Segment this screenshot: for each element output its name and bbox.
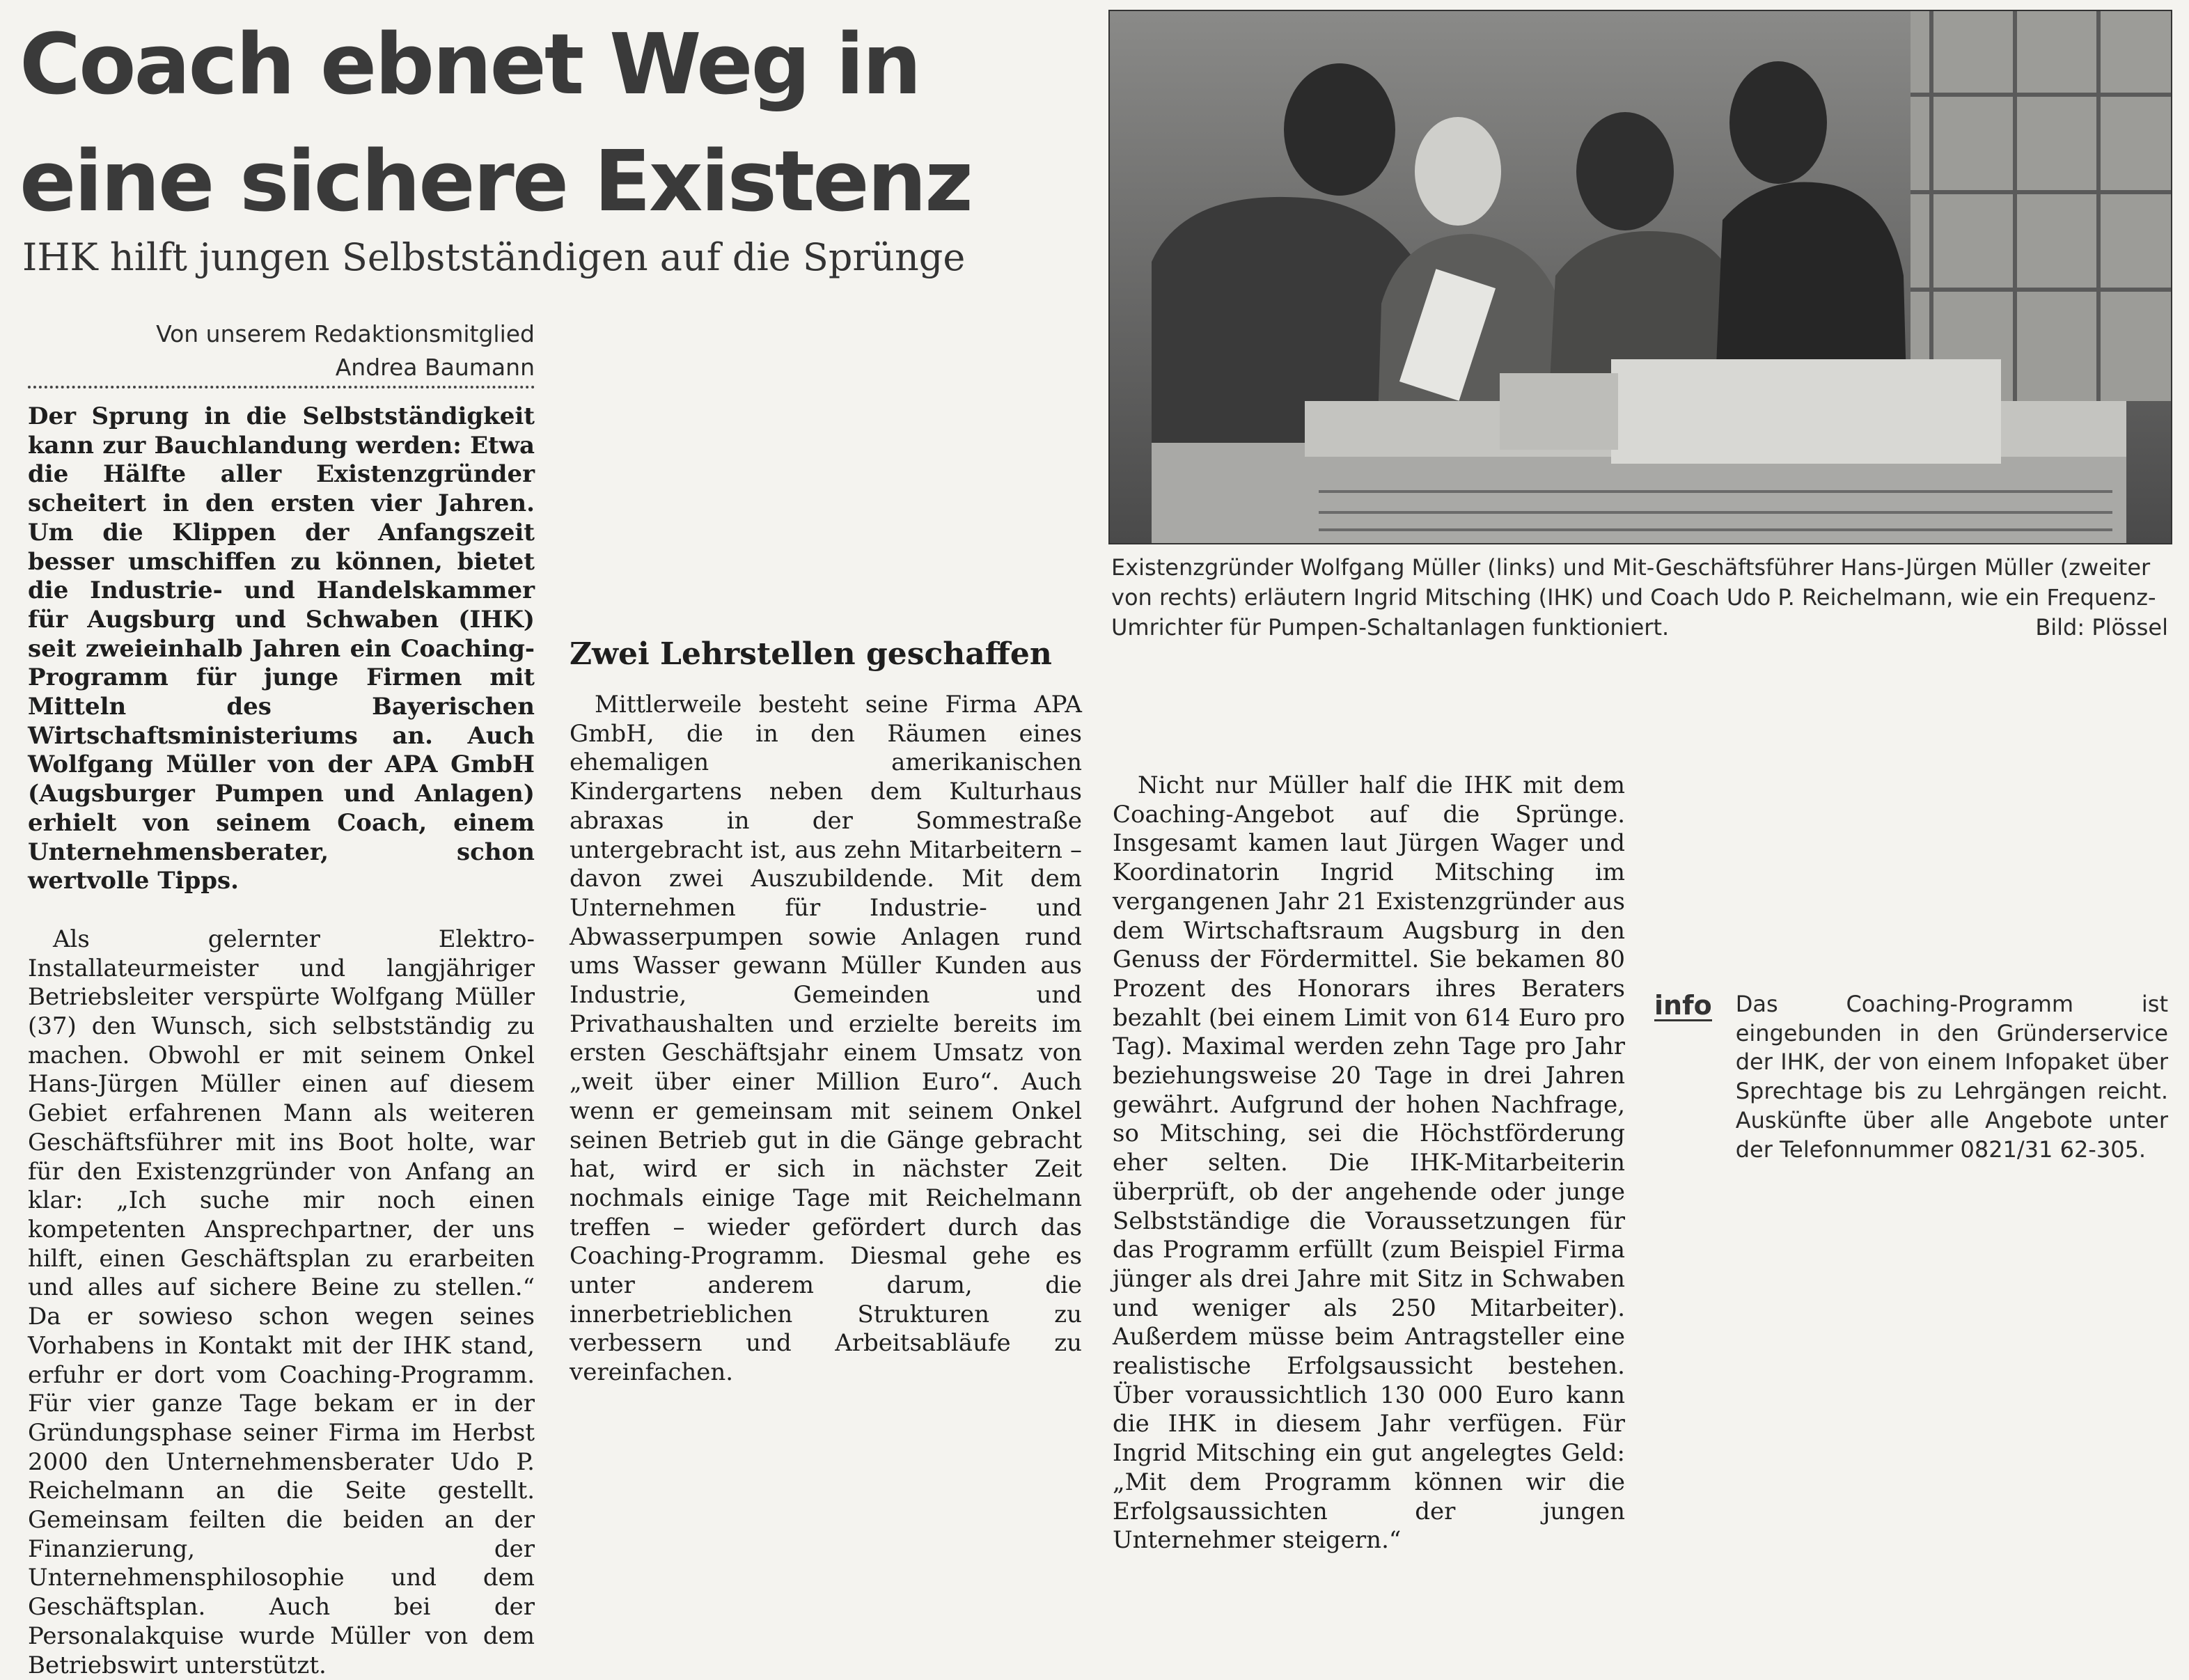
subheadline: IHK hilft jungen Selbstständigen auf die Sprünge xyxy=(22,235,966,279)
body-paragraph-2: Mittlerweile besteht seine Firma APA GmbH, die in den Räumen eines ehemaligen amerikanischen Kindergartens neben dem Kulturhaus abraxas in der Sommestraße untergebracht ist, aus zehn Mitarbeitern – davon zwei Auszubildende. Mit dem Unternehmen für Industrie- und Abwasserpumpen sowie Anlagen rund ums Wasser gewann Müller Kunden aus Industrie, Gemeinden und Privathaushalten und erzielte bereits im ersten Geschäftsjahr einem Umsatz von „weit über einer Million Euro“. Auch wenn er gemeinsam mit seinem Onkel seinen Betrieb gut in die Gänge gebracht hat, wird er sich in nächster Zeit nochmals einige Tage mit Reichelmann treffen – wieder gefördert durch das Coaching-Programm. Diesmal gehe es unter anderem darum, die innerbetrieblichen Strukturen zu verbessern und Arbeitsabläufe zu vereinfachen. xyxy=(570,691,1082,1387)
caption-text: Existenzgründer Wolfgang Müller (links) und Mit-Geschäftsführer Hans-Jürgen Müller (zweiter von rechts) erläutern Ingrid Mitsching (IHK) und Coach Udo P. Reichelmann, wie ein Frequenz-Umrichter für Pumpen-Schaltanlagen funktioniert. xyxy=(1111,554,2156,641)
crosshead: Zwei Lehrstellen geschaffen xyxy=(570,636,1052,672)
article-column-3 xyxy=(1113,771,1625,1555)
info-text: Das Coaching-Programm ist eingebunden in den Gründerservice der IHK, der von einem Infopaket über Sprechtage bis zu Lehrgängen reicht. Auskünfte über alle Angebote unter der Telefonnummer 0821/31 62-305. xyxy=(1735,991,2168,1163)
byline xyxy=(28,317,535,384)
info-label: info xyxy=(1654,990,1712,1021)
lead-paragraph: Der Sprung in die Selbstständigkeit kann zur Bauchlandung werden: Etwa die Hälfte aller Existenzgründer scheitert in den ersten vier Jahren. Um die Klippen der Anfangszeit besser umschiffen zu können, bietet die Industrie- und Handelskammer für Augsburg und Schwaben (IHK) seit zweieinhalb Jahren ein Coaching-Programm für junge Firmen mit Mitteln des Bayerischen Wirtschaftsministeriums an. Auch Wolfgang Müller von der APA GmbH (Augsburger Pumpen und Anlagen) erhielt von seinem Coach, einem Unternehmensberater, schon wertvolle Tipps. xyxy=(28,402,535,895)
author-name: Andrea Baumann xyxy=(335,354,535,381)
article-column-2 xyxy=(570,636,1082,1388)
byline-label: Von unserem Redaktionsmitglied xyxy=(156,320,535,347)
info-box xyxy=(1654,990,2168,1164)
body-paragraph-3: Nicht nur Müller half die IHK mit dem Coaching-Angebot auf die Sprünge. Insgesamt kamen laut Jürgen Wager und Koordinatorin Ingrid Mitsching im vergangenen Jahr 21 Existenzgründer aus dem Wirtschaftsraum Augsburg in den Genuss der Fördermittel. Sie bekamen 80 Prozent des Honorars ihres Beraters bezahlt (bei einem Limit von 614 Euro pro Tag). Maximal werden zehn Tage pro Jahr beziehungsweise 20 Tage in drei Jahren gewährt. Aufgrund der hohen Nachfrage, so Mitsching, sei die Höchstförderung eher selten. Die IHK-Mitarbeiterin überprüft, ob der angehende oder junge Selbstständige die Voraussetzungen für das Programm erfüllt (zum Beispiel Firma jünger als drei Jahre mit Sitz in Schwaben und weniger als 250 Mitarbeiter). Außerdem müsse beim Antragsteller eine realistische Erfolgsaussicht bestehen. Über voraussichtlich 130 000 Euro kann die IHK in diesem Jahr verfügen. Für Ingrid Mitsching ein gut angelegtes Geld: „Mit dem Programm können wir die Erfolgsaussichten der jungen Unternehmer steigern.“ xyxy=(1113,771,1625,1555)
article-photo xyxy=(1108,10,2172,544)
photo-credit: Bild: Plössel xyxy=(2035,614,2168,641)
article-column-4 xyxy=(1654,975,2168,1164)
dotted-divider xyxy=(28,386,535,388)
body-paragraph-1: Als gelernter Elektro-Installateurmeister und langjähriger Betriebsleiter verspürte Wolfgang Müller (37) den Wunsch, sich selbstständig zu machen. Obwohl er mit seinem Onkel Hans-Jürgen Müller einen auf diesem Gebiet erfahrenen Mann als weiteren Geschäftsführer mit ins Boot holte, war für den Existenzgründer von Anfang an klar: „Ich suche mir noch einen kompetenten Ansprechpartner, der uns hilft, einen Geschäftsplan zu erarbeiten und alles auf sichere Beine zu stellen.“ Da er sowieso schon wegen seines Vorhabens in Kontakt mit der IHK stand, erfuhr er dort vom Coaching-Programm. Für vier ganze Tage bekam er in der Gründungsphase seiner Firma im Herbst 2000 den Unternehmensberater Udo P. Reichelmann an die Seite gestellt. Gemeinsam feilten die beiden an der Finanzierung, der Unternehmensphilosophie und dem Geschäftsplan. Auch bei der Personalakquise wurde Müller von dem Betriebswirt unterstützt. xyxy=(28,925,535,1679)
photo-illustration xyxy=(1110,11,2171,543)
article-column-1 xyxy=(28,402,535,1680)
photo-caption xyxy=(1111,553,2168,643)
headline: Coach ebnet Weg in eine sichere Existenz xyxy=(19,17,971,230)
